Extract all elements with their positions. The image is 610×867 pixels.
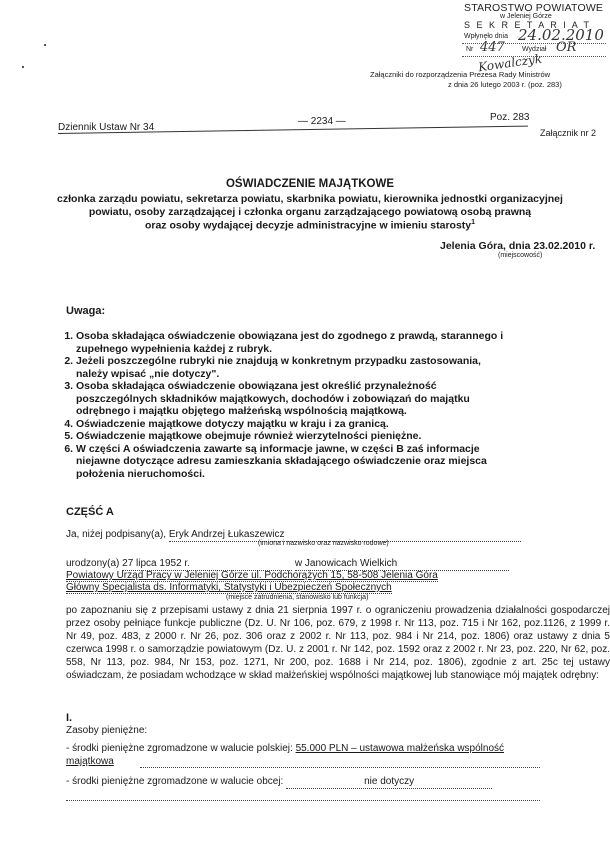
pln-line (66, 742, 546, 768)
section-1-heading: Zasoby pieniężne: (66, 725, 148, 736)
pln-prefix: - środki pieniężne zgromadzone w walucie polskiej: (66, 743, 293, 754)
stamp-received-date: 24.02.2010 (518, 26, 604, 44)
position-line (66, 581, 546, 594)
note-item-2: 2. Jeżeli poszczególne rubryki nie znajdują w konkretnym przypadku zastosowania, należy wpisać „nie dotyczy". (76, 355, 510, 380)
stamp-sent-label: Wydział (522, 46, 547, 53)
document-title: OŚWIADCZENIE MAJĄTKOWE (225, 178, 395, 190)
stamp-sent-value: OR (556, 40, 577, 55)
note-item-1: 1. Osoba składająca oświadczenie obowiązana jest do zgodnego z prawdą, starannego i zupełnego wypełnienia każdej z rubryk. (76, 330, 510, 355)
notes-list (62, 330, 510, 480)
born-prefix: urodzony(a) (66, 558, 120, 569)
foreign-prefix: - środki pieniężne zgromadzone w walucie obcej: (66, 776, 284, 787)
note-item-4: 4. Oświadczenie majątkowe dotyczy majątku w kraju i za granicą. (76, 418, 510, 431)
title-line-2: powiatu, osoby zarządzającej i członka organu zarządzającego powiatową osobą prawną (88, 206, 532, 218)
pln-dotted-rule (140, 767, 540, 768)
stamp-received-label: Wpłynęło dnia (464, 33, 508, 40)
section-1-numeral: I. (66, 712, 73, 724)
foreign-line (66, 775, 546, 789)
attachment-note-line2: z dnia 26 lutego 2003 r. (poz. 283) (448, 80, 562, 89)
born-place: w Janowicach Wielkich (295, 557, 509, 571)
registry-stamp (438, 0, 608, 58)
handwritten-signature: Kowalczyk (477, 51, 543, 75)
signer-name: Eryk Andrzej Łukaszewicz (169, 528, 521, 542)
annex-number: Załącznik nr 2 (540, 128, 597, 138)
note-item-5: 5. Oświadczenie majątkowe obejmuje również wierzytelności pieniężne. (76, 430, 510, 443)
stamp-city: w Jeleniej Górze (500, 13, 552, 20)
journal-name: Dziennik Ustaw Nr 34 (58, 122, 155, 133)
place-label: (miejscowość) (498, 252, 543, 259)
title-line-1: członka zarządu powiatu, sekretarza powiatu, skarbnika powiatu, kierownika jednostki organizacyjnej (57, 193, 563, 205)
employer: Powiatowy Urząd Pracy w Jeleniej Górze ul. Podchorążych 15, 58-508 Jelenia Góra (66, 570, 438, 581)
foreign-dotted-rule (66, 800, 540, 801)
foreign-value: nie dotyczy (286, 775, 492, 789)
signer-prefix: Ja, niżej podpisany(a), (66, 529, 167, 540)
place-date: Jelenia Góra, dnia 23.02.2010 r. (440, 240, 596, 252)
stamp-no-value: 447 (480, 40, 505, 55)
note-item-3: 3. Osoba składająca oświadczenie obowiązana jest określić przynależność poszczególnych składników majątkowych, dochodów i zobowiązań do majątku odrębnego i majątku objętego małżeńską wspólnością majątkową. (76, 380, 510, 418)
pln-value: 55.000 PLN – ustawowa małżeńska wspólność majątkowa (66, 743, 505, 767)
notes-heading: Uwaga: (66, 305, 106, 317)
stamp-office: STAROSTWO POWIATOWE (464, 2, 604, 14)
part-a-heading: CZĘŚĆ A (66, 506, 114, 518)
born-date: 27 lipca 1952 r. (122, 557, 292, 571)
scan-speck (22, 66, 24, 68)
journal-position: Poz. 283 (490, 112, 530, 123)
statement: po zapoznaniu się z przepisami ustawy z dnia 21 sierpnia 1997 r. o ograniczeniu prowadzenia działalności gospodarczej przez osoby pełniące funkcje publiczne (Dz. U. Nr 106, poz. 679, z 1998 r. Nr 113, poz. 715 i Nr 162, poz.1126, z 1999 r. Nr 49, poz. 483, z 2000 r. Nr 26, poz. 306 oraz z 2002 r. Nr 113, poz. 984 i Nr 214, poz. 1806) oraz ustawy z dnia 5 czerwca 1998 r. o samorządzie powiatowym (Dz. U. z 2001 r. Nr 142, poz. 1592 oraz z 2002 r. Nr 23, poz. 220, Nr 62, poz. 558, Nr 113, poz. 984, Nr 153, poz. 1271, Nr 200, poz. 1688 i Nr 214, poz. 1806), zgodnie z art. 25c tej ustawy oświadczam, że posiadam wchodzące w skład małżeńskiej wspólności majątkowej lub stanowiące mój majątek odrębny: (66, 605, 610, 681)
stamp-rule (462, 43, 606, 44)
title-line-3 (40, 219, 580, 232)
stamp-no-label: Nr (466, 46, 474, 53)
scan-speck (44, 44, 46, 46)
note-item-6: 6. W części A oświadczenia zawarte są informacje jawne, w części B zaś informacje niejawne dotyczące adresu zamieszkania składającego oświadczenie oraz miejsca położenia nieruchomości. (76, 443, 510, 481)
title-line-3-text: oraz osoby wydającej decyzje administracyjne w imieniu starosty (144, 219, 472, 232)
stamp-dept: S E K R E T A R I A T (464, 20, 592, 30)
journal-page: — 2234 — (298, 116, 346, 127)
attachment-note-line1: Załączniki do rozporządzenia Prezesa Rady Ministrów (370, 70, 551, 79)
title-footnote-mark: 1 (471, 219, 476, 226)
position-label: (miejsce zatrudnienia, stanowisko lub funkcja) (226, 594, 369, 601)
signer-label: (imiona i nazwisko oraz nazwisko rodowe) (258, 540, 389, 547)
position: Główny Specjalista ds. Informatyki, Statystyki i Ubezpieczeń Społecznych (66, 582, 392, 593)
